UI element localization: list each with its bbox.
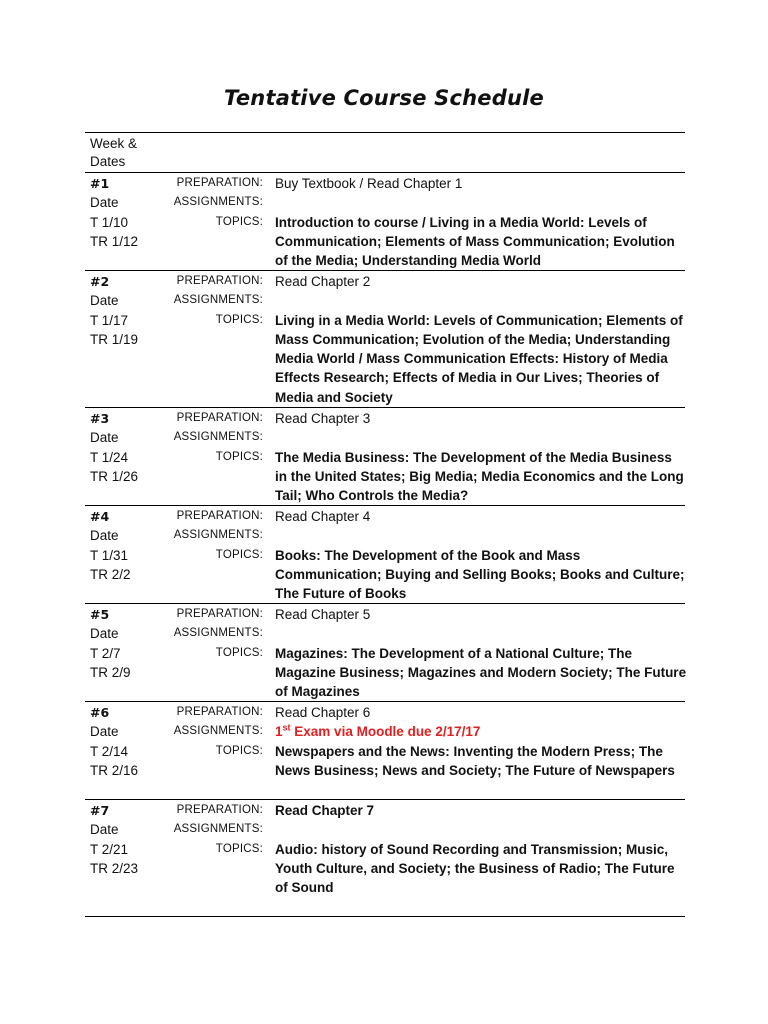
topics-label: TOPICS: <box>215 215 263 228</box>
tuesday-date: T 1/24 <box>90 449 129 465</box>
preparation-text: Buy Textbook / Read Chapter 1 <box>275 176 463 191</box>
thursday-date: TR 2/16 <box>90 762 139 778</box>
assignment-text <box>275 526 687 545</box>
header-dates-line: Dates <box>90 154 126 169</box>
assignment-text <box>275 820 687 839</box>
label-cell <box>145 272 263 330</box>
exam-ordinal: 1 <box>275 724 283 740</box>
table-row <box>85 173 685 271</box>
assignment-text <box>275 624 687 643</box>
week-number: #6 <box>90 705 110 720</box>
assignments-label: ASSIGNMENTS: <box>173 196 263 209</box>
tuesday-date: T 2/21 <box>90 841 129 857</box>
assignments-label: ASSIGNMENTS: <box>173 431 263 444</box>
page-title: Tentative Course Schedule <box>224 86 544 110</box>
date-label: Date <box>90 626 119 642</box>
schedule-table <box>85 132 685 917</box>
table-row <box>85 702 685 800</box>
content-cell <box>275 605 687 701</box>
preparation-label: PREPARATION: <box>176 412 263 424</box>
assignments-label: ASSIGNMENTS: <box>173 529 263 542</box>
topics-text: Introduction to course / Living in a Media World: Levels of Communication; Elements of Mass Communication; Evolution of the Media; Understanding Media World <box>275 214 675 269</box>
week-dates-header <box>90 135 137 171</box>
assignments-label: ASSIGNMENTS: <box>173 823 263 836</box>
week-number: #7 <box>90 803 110 818</box>
assignments-label: ASSIGNMENTS: <box>173 294 263 307</box>
content-cell <box>275 507 687 603</box>
week-cell <box>90 605 131 682</box>
preparation-label: PREPARATION: <box>176 706 263 718</box>
content-cell <box>275 272 687 407</box>
preparation-text: Read Chapter 2 <box>275 274 371 289</box>
thursday-date: TR 2/2 <box>90 566 131 582</box>
date-label: Date <box>90 195 119 211</box>
week-cell <box>90 174 138 251</box>
week-number: #4 <box>90 509 110 524</box>
tuesday-date: T 2/14 <box>90 743 129 759</box>
label-cell <box>145 174 263 232</box>
content-cell <box>275 703 687 780</box>
exam-description: Exam via Moodle due 2/17/17 <box>290 724 481 740</box>
topics-text: The Media Business: The Development of the Media Business in the United States; Big Media; Media Economics and the Long Tail; Who Controls the Media? <box>275 449 684 504</box>
topics-text: Newspapers and the News: Inventing the Modern Press; The News Business; News and Society; The Future of Newspapers <box>275 743 675 778</box>
preparation-label: PREPARATION: <box>176 177 263 189</box>
table-row <box>85 408 685 506</box>
topics-label: TOPICS: <box>215 646 263 659</box>
assignment-text <box>275 193 687 212</box>
tuesday-date: T 1/31 <box>90 547 129 563</box>
topics-label: TOPICS: <box>215 548 263 561</box>
assignments-label: ASSIGNMENTS: <box>173 627 263 640</box>
week-cell <box>90 409 138 486</box>
assignment-text <box>275 291 687 310</box>
assignments-label: ASSIGNMENTS: <box>173 725 263 738</box>
table-header-row <box>85 133 685 173</box>
exam-assignment-text <box>275 722 687 741</box>
tuesday-date: T 1/17 <box>90 312 129 328</box>
preparation-text: Read Chapter 3 <box>275 411 371 426</box>
table-row <box>85 271 685 408</box>
thursday-date: TR 1/12 <box>90 233 139 249</box>
preparation-label: PREPARATION: <box>176 275 263 287</box>
table-row <box>85 604 685 702</box>
preparation-text: Read Chapter 5 <box>275 607 371 622</box>
date-label: Date <box>90 430 119 446</box>
week-cell <box>90 703 138 780</box>
date-label: Date <box>90 822 119 838</box>
thursday-date: TR 1/19 <box>90 331 139 347</box>
week-number: #1 <box>90 176 110 191</box>
week-number: #3 <box>90 411 110 426</box>
content-cell <box>275 409 687 505</box>
topics-label: TOPICS: <box>215 450 263 463</box>
preparation-label: PREPARATION: <box>176 510 263 522</box>
tuesday-date: T 2/7 <box>90 645 121 661</box>
label-cell <box>145 703 263 761</box>
week-cell <box>90 507 131 584</box>
week-cell <box>90 272 138 349</box>
topics-label: TOPICS: <box>215 842 263 855</box>
date-label: Date <box>90 528 119 544</box>
preparation-text: Read Chapter 4 <box>275 509 371 524</box>
topics-label: TOPICS: <box>215 744 263 757</box>
week-cell <box>90 801 138 878</box>
table-row <box>85 800 685 917</box>
topics-label: TOPICS: <box>215 313 263 326</box>
preparation-text: Read Chapter 7 <box>275 803 375 818</box>
exam-ordinal-suffix: st <box>282 722 291 733</box>
thursday-date: TR 1/26 <box>90 468 139 484</box>
thursday-date: TR 2/23 <box>90 860 139 876</box>
week-number: #2 <box>90 274 110 289</box>
preparation-label: PREPARATION: <box>176 608 263 620</box>
label-cell <box>145 605 263 663</box>
topics-text: Audio: history of Sound Recording and Transmission; Music, Youth Culture, and Society; the Business of Radio; The Future of Sound <box>275 841 675 896</box>
tuesday-date: T 1/10 <box>90 214 129 230</box>
content-cell <box>275 174 687 270</box>
assignment-text <box>275 428 687 447</box>
content-cell <box>275 801 687 897</box>
header-week-line: Week & <box>90 136 138 151</box>
thursday-date: TR 2/9 <box>90 664 131 680</box>
label-cell <box>145 507 263 565</box>
preparation-text: Read Chapter 6 <box>275 705 371 720</box>
label-cell <box>145 409 263 467</box>
preparation-label: PREPARATION: <box>176 804 263 816</box>
week-number: #5 <box>90 607 110 622</box>
table-row <box>85 506 685 604</box>
topics-text: Living in a Media World: Levels of Communication; Elements of Mass Communication; Evolution of the Media; Understanding Media World / Mass Communication Effects: History of Media Effects Research; Effects of Media in Our Lives; Theories of Media and Society <box>275 312 683 405</box>
label-cell <box>145 801 263 859</box>
topics-text: Magazines: The Development of a National Culture; The Magazine Business; Magazines and Modern Society; The Future of Magazines <box>275 645 687 700</box>
topics-text: Books: The Development of the Book and Mass Communication; Buying and Selling Books; Books and Culture; The Future of Books <box>275 547 685 602</box>
date-label: Date <box>90 724 119 740</box>
date-label: Date <box>90 293 119 309</box>
